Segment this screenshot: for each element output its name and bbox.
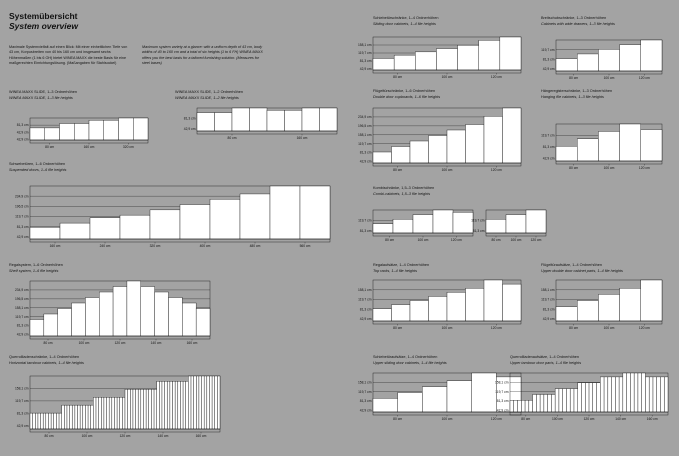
width-label: 120 cm xyxy=(119,434,131,438)
cabinet-unit xyxy=(30,128,45,140)
cabinet-unit xyxy=(429,296,448,321)
height-label: 81,3 cm xyxy=(359,228,372,233)
cabinet-unit xyxy=(598,131,619,161)
cabinet-unit xyxy=(240,194,270,239)
width-label: 140 cm xyxy=(615,417,627,421)
width-label: 120 cm xyxy=(583,417,595,421)
cabinet-unit xyxy=(168,298,182,337)
cabinet-unit xyxy=(598,49,619,71)
height-label: 196,5 cm xyxy=(14,204,29,209)
width-label: 560 cm xyxy=(299,244,311,248)
height-label: 119,7 cm xyxy=(358,141,372,146)
height-label: 81,3 cm xyxy=(183,116,196,121)
height-label: 158,1 cm xyxy=(357,132,372,137)
cabinet-unit xyxy=(429,136,448,164)
section-title-en: Double door cupboards, 1–6 file heights xyxy=(373,94,441,99)
height-label: 81,3 cm xyxy=(542,307,555,312)
cabinet-unit xyxy=(598,294,619,321)
width-label: 80 cm xyxy=(43,341,53,345)
cabinet-unit xyxy=(58,309,72,337)
width-label: 400 cm xyxy=(199,244,211,248)
section-title-de: Schiebetüraufsätze, 1–4 Ordnerhöhen xyxy=(373,355,438,359)
width-label: 120 cm xyxy=(638,326,650,330)
height-label: 42,9 cm xyxy=(542,156,555,161)
cabinet-unit xyxy=(394,55,415,70)
cabinet-unit xyxy=(104,120,119,140)
width-label: 120 cm xyxy=(490,168,502,172)
page-title-en: System overview xyxy=(9,21,78,31)
width-label: 80 cm xyxy=(569,76,579,80)
cabinet-unit xyxy=(302,108,320,131)
height-label: 119,7 cm xyxy=(15,398,29,403)
height-label: 81,3 cm xyxy=(359,399,372,404)
width-label: 100 cm xyxy=(417,238,429,242)
cabinet-unit xyxy=(182,303,196,336)
cabinet-unit xyxy=(556,146,577,161)
width-label: 80 cm xyxy=(569,326,579,330)
section-title-en: Top racks, 1–4 file heights xyxy=(373,268,417,273)
cabinet-unit xyxy=(373,152,392,163)
width-label: 80 cm xyxy=(569,166,579,170)
height-label: 81,3 cm xyxy=(16,323,29,328)
height-label: 81,3 cm xyxy=(472,228,485,233)
width-label: 120 cm xyxy=(490,75,502,79)
width-label: 140 cm xyxy=(157,434,169,438)
height-label: 81,3 cm xyxy=(542,144,555,149)
cabinet-unit xyxy=(373,58,394,70)
width-label: 100 cm xyxy=(441,326,453,330)
section-title-de: WINEA MAXX SLIDE, 1–3 Ordnerhöhen xyxy=(9,90,77,94)
cabinet-unit xyxy=(526,210,546,233)
cabinet-unit xyxy=(267,110,285,131)
height-label: 119,7 cm xyxy=(358,389,372,394)
cabinet-unit xyxy=(466,125,485,164)
width-label: 140 cm xyxy=(150,341,162,345)
height-label: 158,1 cm xyxy=(357,380,372,385)
section-title-en: Sliding door cabinets, 1–4 file heights xyxy=(373,21,436,26)
height-label: 42,9 cm xyxy=(16,137,29,142)
cabinet-unit xyxy=(556,307,577,321)
cabinet-unit xyxy=(85,298,99,337)
height-label: 119,7 cm xyxy=(541,47,555,52)
width-label: 160 cm xyxy=(49,244,61,248)
width-label: 80 cm xyxy=(393,417,403,421)
width-label: 80 cm xyxy=(393,75,403,79)
cabinet-unit xyxy=(320,108,338,131)
section-title-de: Querrollladenaufsätze, 1–4 Ordnerhöhen xyxy=(510,355,580,359)
height-label: 42,9 cm xyxy=(16,130,29,135)
height-label: 81,3 cm xyxy=(16,123,29,128)
width-label: 100 cm xyxy=(441,75,453,79)
cabinet-unit xyxy=(433,210,453,233)
height-label: 81,3 cm xyxy=(16,224,29,229)
section-title-en: Hanging file cabinets, 1–3 file heights xyxy=(541,94,604,99)
cabinet-unit xyxy=(232,108,250,131)
cabinet-unit xyxy=(60,223,90,239)
section-title-de: WINEA MAXX SLIDE, 1–2 Ordnerhöhen xyxy=(175,90,243,94)
height-label: 119,7 cm xyxy=(541,133,555,138)
width-label: 100 cm xyxy=(78,341,90,345)
height-label: 42,9 cm xyxy=(359,67,372,72)
width-label: 160 cm xyxy=(296,136,308,140)
cabinet-unit xyxy=(641,40,662,71)
width-label: 240 cm xyxy=(99,244,111,248)
width-label: 120 cm xyxy=(490,326,502,330)
section-title-de: Flügeltürschränke, 1–6 Ordnerhöhen xyxy=(373,89,436,93)
width-label: 100 cm xyxy=(551,417,563,421)
cabinet-unit xyxy=(484,280,503,321)
cabinet-unit xyxy=(120,215,150,239)
section-title-en: Upper tambour door parts, 1–4 file heights xyxy=(510,360,582,365)
cabinet-unit xyxy=(373,224,393,233)
height-label: 119,7 cm xyxy=(358,51,372,56)
section-title-de: Regalaufsätze, 1–4 Ordnerhöhen xyxy=(373,263,430,267)
cabinet-unit xyxy=(486,219,506,233)
height-label: 119,7 cm xyxy=(358,218,372,223)
intro-text-de: Maximale Systemvielfalt auf einen Blick: Mit einer einheitlichen Tiefe von 43 cm, Korpusbreiten von 40 bis 160 cm und insgesamt sechs Höhenmaßen (1 bis 6 OH) bietet WINEA MAXX die beste Basis für eine maßgerechten Einrichtungslösung. (Maßangaben für Stahlsockel) xyxy=(9,45,128,65)
section-title-de: Schwebetüren, 1–6 Ordnerhöhen xyxy=(9,162,66,166)
width-label: 120 cm xyxy=(638,166,650,170)
cabinet-unit xyxy=(484,116,503,163)
cabinet-unit xyxy=(393,219,413,233)
width-label: 80 cm xyxy=(45,145,55,149)
height-label: 42,9 cm xyxy=(542,317,555,322)
section-title-de: Querrollladenschränke, 1–4 Ordnerhöhen xyxy=(9,355,80,359)
width-label: 160 cm xyxy=(186,341,198,345)
width-label: 100 cm xyxy=(603,166,615,170)
cabinet-unit xyxy=(577,139,598,161)
width-label: 80 cm xyxy=(44,434,54,438)
width-label: 100 cm xyxy=(603,76,615,80)
cabinet-unit xyxy=(466,288,485,321)
height-label: 42,9 cm xyxy=(359,408,372,413)
cabinet-unit xyxy=(373,309,392,321)
cabinet-unit xyxy=(556,59,577,71)
cabinet-unit xyxy=(577,301,598,322)
height-label: 119,7 cm xyxy=(541,297,555,302)
width-label: 320 cm xyxy=(122,145,134,149)
height-label: 158,1 cm xyxy=(14,305,29,310)
height-label: 42,9 cm xyxy=(183,126,196,131)
intro-text-en: Maximum system variety at a glance: with a uniform depth of 43 cm, body widths of 40 to 160 cm and a total of six heights (1 to 6 FH) WINEA MAXX offers you the best basis for a tailored furnishing solution. (Measures for steel bases) xyxy=(142,45,263,65)
section-title-de: Hängeregisterschränke, 1–3 Ordnerhöhen xyxy=(541,89,613,93)
section-title-de: Flügeltüraufsätze, 1–4 Ordnerhöhen xyxy=(541,263,603,267)
width-label: 120 cm xyxy=(530,238,542,242)
cabinet-unit xyxy=(196,309,210,337)
height-label: 158,1 cm xyxy=(357,43,372,48)
cabinet-unit xyxy=(300,186,330,239)
height-label: 42,9 cm xyxy=(359,317,372,322)
cabinet-unit xyxy=(89,120,104,140)
height-label: 158,1 cm xyxy=(357,287,372,292)
width-label: 120 cm xyxy=(638,76,650,80)
height-label: 81,3 cm xyxy=(16,411,29,416)
height-label: 42,9 cm xyxy=(542,67,555,72)
section-title-en: Cabinets with wide drawers, 1–3 file heights xyxy=(541,21,615,26)
height-label: 196,5 cm xyxy=(14,296,29,301)
section-title-en: WINEA MAXX SLIDE, 1–2 file heights xyxy=(175,95,239,100)
cabinet-unit xyxy=(641,280,662,321)
width-label: 80 cm xyxy=(385,238,395,242)
cabinet-unit xyxy=(503,284,522,321)
cabinet-unit xyxy=(453,212,473,233)
width-label: 120 cm xyxy=(114,341,126,345)
cabinet-unit xyxy=(392,305,411,321)
section-title-de: Breitschubschränke, 1–3 Ordnerhöhen xyxy=(541,16,607,20)
cabinet-unit xyxy=(620,45,641,71)
cabinet-unit xyxy=(479,40,500,70)
cabinet-unit xyxy=(413,215,433,233)
height-label: 119,7 cm xyxy=(15,314,29,319)
section-title-en: Combi-cabinets, 1,5–3 file heights xyxy=(373,191,431,196)
section-title-en: Suspended doors, 1–6 file heights xyxy=(9,167,67,172)
section-title-de: Regalsystem, 1–6 Ordnerhöhen xyxy=(9,263,63,267)
height-label: 81,3 cm xyxy=(496,399,509,404)
width-label: 160 cm xyxy=(646,417,658,421)
cabinet-unit xyxy=(392,147,411,164)
cabinet-unit xyxy=(150,210,180,239)
width-label: 80 cm xyxy=(227,136,237,140)
cabinet-unit xyxy=(44,314,58,336)
cabinet-unit xyxy=(250,108,268,131)
section-title-de: Schiebetürschränke, 1–4 Ordnerhöhen xyxy=(373,16,439,20)
width-label: 100 cm xyxy=(441,417,453,421)
cabinet-unit xyxy=(45,128,60,140)
cabinet-unit xyxy=(215,113,233,131)
cabinet-unit xyxy=(641,130,662,161)
width-label: 160 cm xyxy=(195,434,207,438)
height-label: 158,1 cm xyxy=(14,386,29,391)
cabinet-unit xyxy=(447,381,472,412)
cabinet-unit xyxy=(415,52,436,70)
height-label: 42,9 cm xyxy=(16,423,29,428)
cabinet-unit xyxy=(197,113,215,131)
height-label: 81,3 cm xyxy=(359,59,372,64)
width-label: 120 cm xyxy=(490,417,502,421)
cabinet-unit xyxy=(180,205,210,239)
width-label: 80 cm xyxy=(393,168,403,172)
cabinet-unit xyxy=(422,387,447,412)
cabinet-unit xyxy=(99,292,113,336)
height-label: 196,5 cm xyxy=(357,123,372,128)
cabinet-unit xyxy=(119,118,134,140)
cabinet-unit xyxy=(30,227,60,239)
height-label: 81,3 cm xyxy=(359,150,372,155)
height-label: 234,9 cm xyxy=(357,115,372,120)
height-label: 42,9 cm xyxy=(16,235,29,240)
cabinet-unit xyxy=(285,110,303,131)
page-title-de: Systemübersicht xyxy=(9,11,78,21)
section-title-en: Upper double door cabinet parts, 1–4 file heights xyxy=(541,268,623,273)
height-label: 42,9 cm xyxy=(359,159,372,164)
width-label: 100 cm xyxy=(603,326,615,330)
cabinet-unit xyxy=(447,130,466,163)
width-label: 80 cm xyxy=(393,326,403,330)
cabinet-unit xyxy=(447,292,466,321)
cabinet-unit xyxy=(472,373,497,412)
cabinet-unit xyxy=(113,287,127,337)
cabinet-unit xyxy=(500,37,521,70)
width-label: 320 cm xyxy=(149,244,161,248)
cabinet-unit xyxy=(620,124,641,161)
cabinet-unit xyxy=(620,288,641,321)
height-label: 81,3 cm xyxy=(359,307,372,312)
cabinet-unit xyxy=(133,118,148,140)
cabinet-unit xyxy=(127,281,141,336)
cabinet-unit xyxy=(398,393,423,413)
cabinet-unit xyxy=(410,141,429,163)
cabinet-unit xyxy=(155,292,169,336)
height-label: 42,9 cm xyxy=(16,332,29,337)
cabinet-unit xyxy=(506,215,526,233)
height-label: 158,1 cm xyxy=(540,287,555,292)
height-label: 42,9 cm xyxy=(496,408,509,413)
section-title-en: Shelf system, 1–6 file heights xyxy=(9,268,59,273)
cabinet-unit xyxy=(72,303,86,336)
cabinet-unit xyxy=(436,49,457,70)
height-label: 119,7 cm xyxy=(358,297,372,302)
cabinet-unit xyxy=(141,287,155,337)
width-label: 160 cm xyxy=(83,145,95,149)
height-label: 234,9 cm xyxy=(14,288,29,293)
height-label: 234,9 cm xyxy=(14,194,29,199)
cabinet-unit xyxy=(74,124,89,141)
cabinet-unit xyxy=(373,398,398,412)
width-label: 100 cm xyxy=(441,168,453,172)
cabinet-unit xyxy=(60,124,75,141)
height-label: 119,7 cm xyxy=(15,214,29,219)
width-label: 100 cm xyxy=(81,434,93,438)
section-title-en: Upper sliding door cabinets, 1–4 file heights xyxy=(373,360,447,365)
section-title-de: Kombischränke, 1,5–3 Ordnerhöhen xyxy=(373,186,435,190)
cabinet-unit xyxy=(90,218,120,239)
cabinet-unit xyxy=(30,320,44,337)
height-label: 81,3 cm xyxy=(542,57,555,62)
cabinet-unit xyxy=(270,186,300,239)
cabinet-unit xyxy=(458,45,479,70)
width-label: 120 cm xyxy=(450,238,462,242)
cabinet-unit xyxy=(410,301,429,322)
width-label: 100 cm xyxy=(510,238,522,242)
section-title-en: Horizontal tambour cabinets, 1–4 file heights xyxy=(9,360,84,365)
width-label: 80 cm xyxy=(521,417,531,421)
height-label: 158,1 cm xyxy=(494,380,509,385)
cabinet-unit xyxy=(210,199,240,239)
cabinet-unit xyxy=(503,108,522,163)
height-label: 119,7 cm xyxy=(495,389,509,394)
section-title-en: WINEA MAXX SLIDE, 1–3 file heights xyxy=(9,95,73,100)
height-label: 119,7 cm xyxy=(471,218,485,223)
width-label: 480 cm xyxy=(249,244,261,248)
cabinet-unit xyxy=(577,54,598,71)
width-label: 80 cm xyxy=(491,238,501,242)
